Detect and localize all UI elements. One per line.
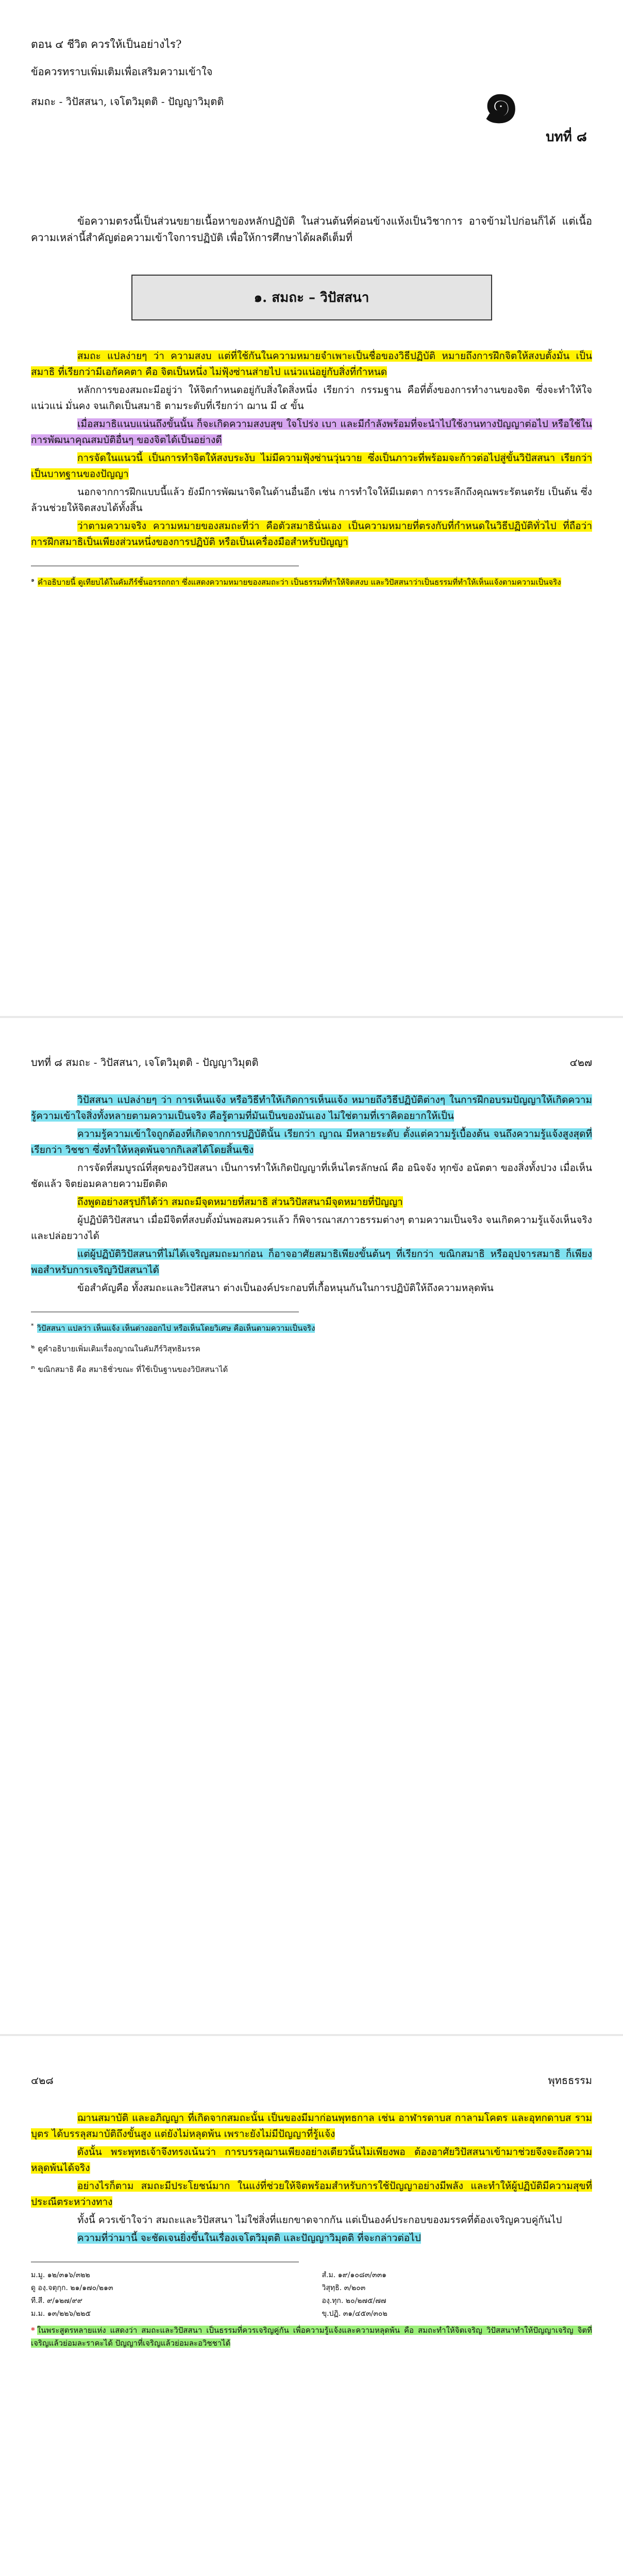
footnote: [31, 1319, 592, 1335]
intro-paragraph: ข้อความตรงนี้เป็นส่วนขยายเนื้อหาของหลักปฏิบัติ ในส่วนต้นที่ค่อนข้างแห้งเป็นวิชาการ อาจข้ามไปก่อนก็ได้ แต่เนื้อความเหล่านี้สำคัญต่อความเข้าใจการปฏิบัติ เพื่อให้การศึกษาได้ผลดีเต็มที่: [31, 215, 592, 244]
highlighted-text: ฌานสมาบัติ และอภิญญา ที่เกิดจากสมถะนั้น เป็นของมีมาก่อนพุทธกาล เช่น อาฬารดาบส กาลามโคตร และอุทกดาบส รามบุตร ได้บรรลุสมาบัติถึงขั้นสูง แต่ยังไม่หลุดพ้น เพราะยังไม่มีปัญญาที่รู้แจ้ง: [31, 2112, 592, 2140]
section-title: ๑. สมถะ – วิปัสสนา: [254, 290, 369, 306]
footnote-left: ม.ม. ๑๓/๒๒๖/๒๒๕: [31, 2310, 91, 2318]
footnote: [31, 1361, 592, 1376]
paragraph: [31, 2144, 592, 2176]
paragraph: [31, 1194, 592, 1210]
page-2: [0, 1018, 623, 2036]
section-title-box: [131, 275, 492, 320]
footnote-text: ดูคำอธิบายเพิ่มเติมเรื่องญาณในคัมภีร์วิสุทธิมรรค: [38, 1344, 200, 1353]
footnote-marker: ๓: [31, 1364, 35, 1370]
footnote-left: ม.มู. ๑๒/๓๑๖/๓๒๒: [31, 2271, 90, 2279]
paragraph: [31, 484, 592, 516]
footnote: [31, 573, 592, 589]
subheader-topics: สมถะ - วิปัสสนา, เจโตวิมุตติ - ปัญญาวิมุตติ: [31, 95, 224, 108]
paragraph: [31, 450, 592, 482]
chapter-header: ตอน ๔ ชีวิต ควรให้เป็นอย่างไร?: [31, 38, 182, 50]
paragraph: [31, 348, 592, 380]
paragraph: [31, 382, 592, 414]
page-1: [0, 0, 623, 1018]
paragraph-text: หลักการของสมถะมีอยู่ว่า ให้จิตกำหนดอยู่กับสิ่งใดสิ่งหนึ่ง เรียกว่า กรรมฐาน คือที่ตั้งของการทำงานของจิต ซึ่งจะทำให้ใจแน่วแน่ มั่นคง จนเกิดเป็นสมาธิ ตามระดับที่เรียกว่า ฌาน มี ๔ ขั้น: [31, 384, 592, 412]
highlighted-text: ความรู้ความเข้าใจถูกต้องที่เกิดจากการปฏิบัตินั้น เรียกว่า ญาณ มีหลายระดับ ตั้งแต่ความรู้เบื้องต้น จนถึงความรู้แจ้งสูงสุดที่เรียกว่า วิชชา ซึ่งทำให้หลุดพ้นจากกิเลสได้โดยสิ้นเชิง: [31, 1128, 592, 1156]
subheader: ข้อควรทราบเพิ่มเติมเพื่อเสริมความเข้าใจ: [31, 65, 213, 78]
paragraph: [31, 1092, 592, 1124]
paragraph: [31, 2212, 592, 2228]
page-3: [0, 2036, 623, 2576]
highlighted-text: สมถะ แปลง่ายๆ ว่า ความสงบ แต่ที่ใช้กันในความหมายจำเพาะเป็นชื่อของวิธีปฏิบัติ หมายถึงการฝึกจิตให้สงบตั้งมั่น เป็นสมาธิ ที่เรียกว่ามีเอกัคคตา คือ จิตเป็นหนึ่ง ไม่ฟุ้งซ่านส่ายไป แน่วแน่อยู่กับสิ่งที่กำหนด: [31, 350, 592, 378]
footnote-text: ขณิกสมาธิ คือ สมาธิชั่วขณะ ที่ใช้เป็นฐานของวิปัสสนาได้: [38, 1365, 228, 1374]
footnote-text: คำอธิบายนี้ ดูเทียบได้ในคัมภีร์ชั้นอรรถกถา ซึ่งแสดงความหมายของสมถะว่า เป็นธรรมที่ทำให้จิตสงบ และวิปัสสนาว่าเป็นธรรมที่ทำให้เห็นแจ้งตามความเป็นจริง: [37, 578, 561, 587]
running-header-title: บทที่ ๘ สมถะ - วิปัสสนา, เจโตวิมุตติ - ปัญญาวิมุตติ: [31, 1056, 259, 1069]
chapter-label: บทที่ ๘: [546, 129, 587, 145]
chapter-big-number: ๑: [482, 67, 520, 137]
footnote-text: วิปัสสนา แปลว่า เห็นแจ้ง เห็นต่างออกไป หรือเห็นโดยวิเศษ คือเห็นตามความเป็นจริง: [37, 1324, 315, 1333]
footnote-marker: ๒: [31, 1343, 35, 1350]
footnote-right: วิสุทฺธิ. ๓/๒๐๓: [322, 2284, 366, 2292]
long-footnote: [31, 2324, 592, 2350]
paragraph-text: ผู้ปฏิบัติวิปัสสนา เมื่อมีจิตที่สงบตั้งมั่นพอสมควรแล้ว ก็พิจารณาสภาวธรรมต่างๆ ตามความเป็นจริง จนเกิดความรู้แจ้งเห็นจริง และปล่อยวางได้: [31, 1214, 592, 1242]
paragraph: [31, 2178, 592, 2210]
footnote-right: สํ.ม. ๑๙/๑๐๘๓/๓๓๑: [322, 2271, 387, 2279]
footnote-marker: *: [31, 1323, 34, 1329]
footnote: [31, 1340, 592, 1355]
running-header: [31, 2072, 592, 2089]
highlighted-text: การจัดในแนวนี้ เป็นการทำจิตให้สงบระงับ ไม่มีความฟุ้งซ่านวุ่นวาย ซึ่งเป็นภาวะที่พร้อมจะก้าวต่อไปสู่ขั้นวิปัสสนา เรียกว่าเป็นบาทฐานของปัญญา: [31, 452, 592, 480]
footnote-columns: [31, 2269, 592, 2321]
paragraph: [31, 2110, 592, 2142]
highlighted-text: ดังนั้น พระพุทธเจ้าจึงทรงเน้นว่า การบรรลุฌานเพียงอย่างเดียวนั้นไม่เพียงพอ ต้องอาศัยวิปัสสนาเข้ามาช่วยจึงจะถึงความหลุดพ้นได้จริง: [31, 2146, 592, 2174]
red-marker: *: [31, 2326, 35, 2335]
paragraph: [31, 1212, 592, 1244]
highlighted-text: ถึงพูดอย่างสรุปก็ได้ว่า สมถะมีจุดหมายที่สมาธิ ส่วนวิปัสสนามีจุดหมายที่ปัญญา: [77, 1196, 403, 1208]
paragraph: [31, 2230, 592, 2246]
page-number: ๔๒๘: [31, 2074, 54, 2087]
highlighted-text: อย่างไรก็ตาม สมถะมีประโยชน์มาก ในแง่ที่ช่วยให้จิตพร้อมสำหรับการใช้ปัญญาอย่างมีพลัง และทำให้ผู้ปฏิบัติมีความสุขที่ประณีตระหว่างทาง: [31, 2180, 592, 2208]
footnote-right: องฺ.ทุก. ๒๐/๒๗๕/๗๗: [322, 2297, 386, 2305]
footnote-marker: ๑: [31, 577, 35, 583]
paragraph-text: การจัดที่สมบูรณ์ที่สุดของวิปัสสนา เป็นการทำให้เกิดปัญญาที่เห็นไตรลักษณ์ คือ อนิจจัง ทุกขัง อนัตตา ของสิ่งทั้งปวง เมื่อเห็นชัดแล้ว จิตย่อมคลายความยึดติด: [31, 1162, 592, 1190]
paragraph: [31, 1246, 592, 1278]
highlighted-text: ความที่ว่ามานี้ จะชัดเจนยิ่งขึ้นในเรื่องเจโตวิมุตติ และปัญญาวิมุตติ ที่จะกล่าวต่อไป: [77, 2232, 421, 2244]
footnote-text: ในพระสูตรหลายแห่ง แสดงว่า สมถะและวิปัสสนา เป็นธรรมที่ควรเจริญคู่กัน เพื่อความรู้แจ้งและความหลุดพ้น คือ สมถะทำให้จิตเจริญ วิปัสสนาทำให้ปัญญาเจริญ จิตที่เจริญแล้วย่อมละราคะได้ ปัญญาที่เจริญแล้วย่อมละอวิชชาได้: [31, 2326, 592, 2348]
paragraph-text: ทั้งนี้ ควรเข้าใจว่า สมถะและวิปัสสนา ไม่ใช่สิ่งที่แยกขาดจากกัน แต่เป็นองค์ประกอบของมรรคที่ต้องเจริญควบคู่กันไป: [77, 2214, 562, 2226]
paragraph: [31, 416, 592, 448]
highlighted-text: วิปัสสนา แปลง่ายๆ ว่า การเห็นแจ้ง หรือวิธีทำให้เกิดการเห็นแจ้ง หมายถึงวิธีปฏิบัติต่างๆ ในการฝึกอบรมปัญญาให้เกิดความรู้ความเข้าใจสิ่งทั้งหลายตามความเป็นจริง คือรู้ตามที่มันเป็นของมันเอง ไม่ใช่ตามที่เราคิดอยากให้เป็น: [31, 1094, 592, 1122]
page-number: ๔๒๗: [569, 1056, 592, 1069]
footnote-left: ที.สี. ๙/๑๒๗/๙๙: [31, 2297, 82, 2305]
paragraph: [31, 1160, 592, 1192]
paragraph: [31, 518, 592, 550]
paragraph-text: นอกจากการฝึกแบบนี้แล้ว ยังมีการพัฒนาจิตในด้านอื่นอีก เช่น การทำใจให้มีเมตตา การระลึกถึงคุณพระรัตนตรัย เป็นต้น ซึ่งล้วนช่วยให้จิตสงบได้ทั้งสิ้น: [31, 486, 592, 514]
running-header: [31, 1054, 592, 1071]
highlighted-text: แต่ผู้ปฏิบัติวิปัสสนาที่ไม่ได้เจริญสมถะมาก่อน ก็อาจอาศัยสมาธิเพียงขั้นต้นๆ ที่เรียกว่า ขณิกสมาธิ หรืออุปจารสมาธิ ก็เพียงพอสำหรับการเจริญวิปัสสนาได้: [31, 1248, 592, 1276]
paragraph-text: ข้อสำคัญคือ ทั้งสมถะและวิปัสสนา ต่างเป็นองค์ประกอบที่เกื้อหนุนกันในการปฏิบัติให้ถึงความหลุดพ้น: [77, 1282, 494, 1294]
paragraph: [31, 1126, 592, 1158]
highlighted-text: ว่าตามความจริง ความหมายของสมถะที่ว่า คือตัวสมาธินั่นเอง เป็นความหมายที่ตรงกับที่กำหนดในวิธีปฏิบัติทั่วไป ที่ถือว่าการฝึกสมาธิเป็นเพียงส่วนหนึ่งของการปฏิบัติ หรือเป็นเครื่องมือสำหรับปัญญา: [31, 520, 592, 548]
footnote-left: ดู องฺ.จตุกฺก. ๒๑/๑๗๐/๒๑๓: [31, 2284, 113, 2292]
paragraph: [31, 1280, 592, 1296]
highlighted-text: เมื่อสมาธิแนบแน่นถึงขั้นนั้น ก็จะเกิดความสงบสุข ใจโปร่ง เบา และมีกำลังพร้อมที่จะนำไปใช้งานทางปัญญาต่อไป หรือใช้ในการพัฒนาคุณสมบัติอื่นๆ ของจิตได้เป็นอย่างดี: [31, 418, 592, 446]
footnote-right: ขุ.ปฏิ. ๓๑/๔๕๓/๓๐๒: [322, 2310, 388, 2318]
running-header-title: พุทธธรรม: [548, 2074, 592, 2087]
